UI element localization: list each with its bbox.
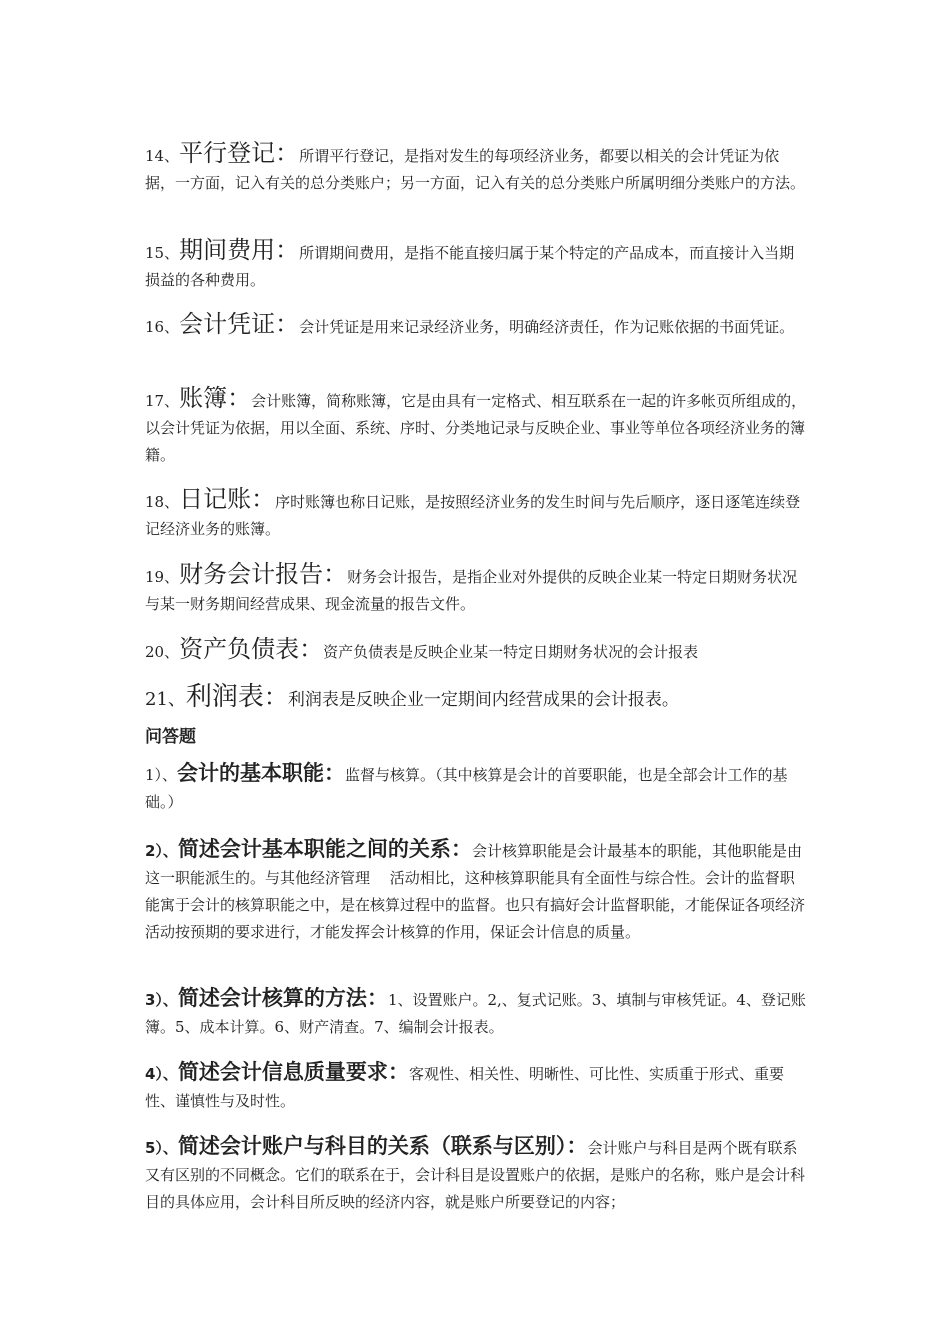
term-title: 利润表 — [185, 682, 264, 712]
colon: ： — [366, 986, 388, 1010]
item-number: 18、 — [145, 493, 180, 511]
colon: ： — [251, 485, 276, 513]
item-number: 21、 — [145, 689, 186, 710]
term-title: 财务会计报告 — [179, 560, 324, 588]
colon: ： — [450, 837, 472, 861]
colon: ： — [299, 635, 324, 663]
definition-text: 所谓平行登记，是指对发生的每项经济业务，都要以相关的会计凭证为依据，一方面，记入有关的总分类账户；另一方面，记入有关的总分类账户所属明细分类账户的方法。 — [145, 147, 806, 192]
question-3 — [145, 985, 807, 1041]
definition-text: 利润表是反映企业一定期间内经营成果的会计报表。 — [287, 690, 679, 710]
item-number: 4）、 — [145, 1065, 178, 1083]
item-number: 16、 — [145, 318, 180, 336]
item-number: 19、 — [145, 568, 180, 586]
answer-text: 1、设置账户。2,、复式记账。3、填制与审核凭证。4、登记账簿。5、成本计算。6、财产清查。7、编制会计报表。 — [145, 991, 806, 1036]
definition-20 — [145, 636, 807, 666]
question-title: 会计的基本职能 — [177, 761, 325, 785]
item-number: 17、 — [145, 392, 180, 410]
definition-21 — [145, 684, 807, 714]
colon: ： — [263, 683, 288, 711]
colon: ： — [275, 236, 300, 264]
item-number: 2）、 — [145, 842, 178, 860]
item-number: 20、 — [145, 643, 180, 661]
definition-text: 资产负债表是反映企业某一特定日期财务状况的会计报表 — [323, 643, 699, 661]
item-number: 1）、 — [145, 766, 178, 784]
colon: ： — [566, 1134, 588, 1158]
section-heading: 问答题 — [145, 727, 196, 747]
term-title: 账簿 — [179, 384, 228, 412]
colon: ： — [323, 560, 348, 588]
definition-text: 会计凭证是用来记录经济业务，明确经济责任，作为记账依据的书面凭证。 — [299, 318, 795, 336]
definition-16 — [145, 311, 807, 341]
item-number: 14、 — [145, 147, 180, 165]
term-title: 资产负债表 — [179, 635, 300, 663]
colon: ： — [275, 139, 300, 167]
item-number: 5）、 — [145, 1139, 178, 1157]
definition-text: 序时账簿也称日记账，是按照经济业务的发生时间与先后顺序，逐日逐笔连续登记经济业务的账簿。 — [145, 493, 801, 538]
item-number: 15、 — [145, 244, 180, 262]
definition-14 — [145, 140, 807, 197]
term-title: 日记账 — [179, 485, 252, 513]
answer-text: 会计核算职能是会计最基本的职能，其他职能是由这一职能派生的。与其他经济管理 活动相比，这种核算职能具有全面性与综合性。会计的监督职能寓于会计的核算职能之中，是在核算过程中的监督。也只有搞好会计监督职能，才能保证各项经济活动按预期的要求进行，才能发挥会计核算的作用，保证会计信息的质量。 — [145, 842, 806, 941]
term-title: 期间费用 — [179, 236, 276, 264]
term-title: 会计凭证 — [179, 310, 276, 338]
colon: ： — [324, 761, 346, 785]
answer-text: 监督与核算。（其中核算是会计的首要职能，也是全部会计工作的基础。） — [145, 766, 788, 811]
colon: ： — [227, 384, 252, 412]
definition-text: 所谓期间费用，是指不能直接归属于某个特定的产品成本，而直接计入当期损益的各种费用。 — [145, 244, 795, 289]
question-title: 简述会计基本职能之间的关系 — [177, 837, 451, 861]
definition-text: 财务会计报告，是指企业对外提供的反映企业某一特定日期财务状况与某一财务期间经营成果、现金流量的报告文件。 — [145, 568, 798, 613]
colon: ： — [387, 1060, 409, 1084]
question-4 — [145, 1059, 807, 1115]
definition-15 — [145, 237, 807, 294]
colon: ： — [275, 310, 300, 338]
question-1 — [145, 760, 807, 816]
question-5 — [145, 1133, 807, 1216]
definition-19 — [145, 561, 807, 618]
question-2 — [145, 836, 807, 946]
definition-17 — [145, 385, 807, 469]
answer-text: 会计账户与科目是两个既有联系又有区别的不同概念。它们的联系在于，会计科目是设置账户的依据，是账户的名称，账户是会计科目的具体应用，会计科目所反映的经济内容，就是账户所要登记的内容； — [145, 1139, 806, 1211]
item-number: 3）、 — [145, 991, 178, 1009]
definition-18 — [145, 486, 807, 543]
question-title: 简述会计信息质量要求 — [177, 1060, 388, 1084]
answer-text: 客观性、相关性、明晰性、可比性、实质重于形式、重要性、谨慎性与及时性。 — [145, 1065, 784, 1110]
term-title: 平行登记 — [179, 139, 276, 167]
question-title: 简述会计核算的方法 — [177, 986, 367, 1010]
definition-text: 会计账簿，简称账簿，它是由具有一定格式、相互联系在一起的许多帐页所组成的，以会计凭证为依据，用以全面、系统、序时、分类地记录与反映企业、事业等单位各项经济业务的簿籍。 — [145, 392, 807, 464]
question-title: 简述会计账户与科目的关系（联系与区别） — [177, 1134, 567, 1158]
